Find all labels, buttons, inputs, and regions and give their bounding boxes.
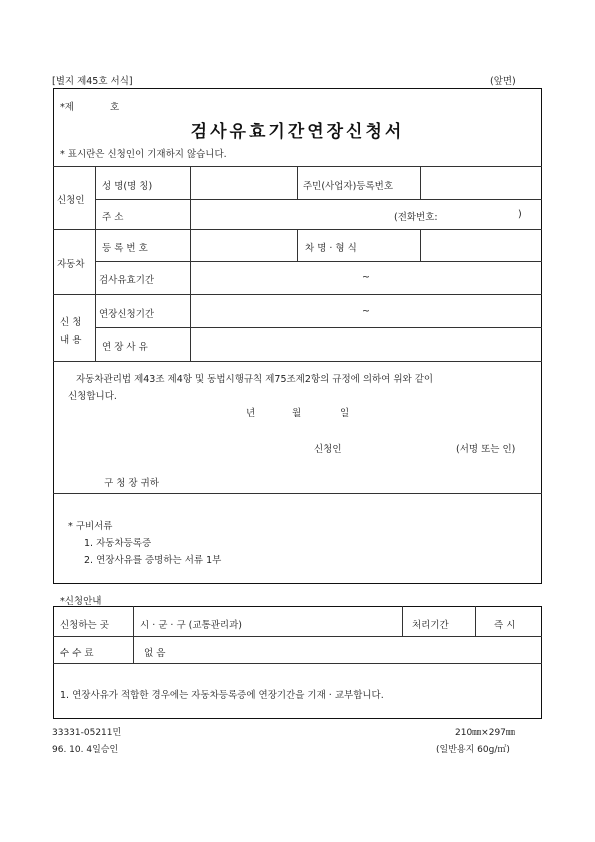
divider bbox=[297, 166, 298, 199]
page-side: (앞면) bbox=[490, 76, 516, 87]
date-day-label: 일 bbox=[340, 408, 350, 419]
form-code: 33331-05211민 bbox=[52, 728, 122, 738]
extension-period-separator: ~ bbox=[362, 306, 370, 317]
divider bbox=[95, 199, 542, 200]
vehicle-model-field[interactable] bbox=[422, 231, 540, 260]
processing-period-label: 처리기간 bbox=[412, 620, 449, 631]
extension-period-label: 연장신청기간 bbox=[99, 309, 155, 320]
divider bbox=[53, 663, 542, 664]
document-item: 2. 연장사유를 증명하는 서류 1부 bbox=[84, 555, 222, 566]
address-field[interactable] bbox=[192, 201, 540, 228]
recipient: 구 청 장 귀하 bbox=[104, 478, 159, 489]
divider bbox=[475, 606, 476, 636]
signature-note: (서명 또는 인) bbox=[456, 444, 516, 455]
name-label: 성 명(명 칭) bbox=[102, 181, 153, 192]
submission-place-label: 신청하는 곳 bbox=[60, 620, 109, 631]
name-field[interactable] bbox=[192, 168, 296, 198]
receipt-number-mark: *제 bbox=[60, 102, 74, 113]
date-year-label: 년 bbox=[246, 408, 256, 419]
fee-value: 없 음 bbox=[144, 648, 166, 659]
request-section-label-1: 신 청 bbox=[60, 317, 82, 328]
vehicle-model-label: 차 명 · 형 식 bbox=[305, 243, 357, 254]
registration-number-label: 주민(사업자)등록번호 bbox=[303, 181, 394, 192]
statement-line-2: 신청합니다. bbox=[68, 391, 117, 402]
documents-heading: * 구비서류 bbox=[68, 521, 113, 532]
divider bbox=[95, 327, 542, 328]
divider bbox=[420, 229, 421, 261]
receipt-number-suffix: 호 bbox=[110, 102, 120, 113]
divider bbox=[53, 294, 542, 295]
vehicle-section-label: 자동차 bbox=[57, 259, 85, 270]
paper-size: 210㎜×297㎜ bbox=[455, 728, 515, 738]
receipt-number-label bbox=[60, 99, 119, 113]
validity-period-label: 검사유효기간 bbox=[99, 275, 155, 286]
form-number: [별지 제45호 서식] bbox=[52, 76, 133, 87]
address-label-text: 주 소 bbox=[102, 212, 124, 223]
extension-reason-label: 연 장 사 유 bbox=[102, 342, 148, 353]
divider bbox=[190, 166, 191, 361]
vehicle-registration-field[interactable] bbox=[192, 231, 296, 260]
phone-label: (전화번호: bbox=[394, 212, 438, 223]
divider bbox=[420, 166, 421, 199]
phone-label-close: ) bbox=[518, 209, 522, 220]
applicant-signature-label: 신청인 bbox=[314, 444, 342, 455]
divider bbox=[53, 361, 542, 362]
processing-period-value: 즉 시 bbox=[494, 620, 516, 631]
applicant-section-label: 신청인 bbox=[57, 195, 85, 206]
guide-note: 1. 연장사유가 적합한 경우에는 자동차등록증에 연장기간을 기재 · 교부합니다. bbox=[60, 690, 384, 701]
address-label bbox=[102, 209, 184, 223]
date-month-label: 월 bbox=[292, 408, 302, 419]
divider bbox=[95, 261, 542, 262]
request-section-label-2: 내 용 bbox=[60, 335, 82, 346]
paper-type: (일반용지 60g/㎡) bbox=[436, 745, 510, 755]
validity-period-separator: ~ bbox=[362, 272, 370, 283]
vehicle-registration-label: 등 록 번 호 bbox=[102, 243, 148, 254]
guide-heading: *신청안내 bbox=[60, 596, 102, 607]
registration-number-field[interactable] bbox=[422, 168, 540, 198]
divider bbox=[53, 636, 542, 637]
divider bbox=[53, 493, 542, 494]
divider bbox=[297, 229, 298, 261]
extension-reason-field[interactable] bbox=[192, 329, 540, 360]
approval-date: 96. 10. 4일승인 bbox=[52, 745, 119, 755]
page-title: 검사유효기간연장신청서 bbox=[190, 122, 405, 142]
notice-text: * 표시란은 신청인이 기재하지 않습니다. bbox=[60, 149, 227, 160]
fee-label: 수 수 료 bbox=[60, 648, 94, 659]
divider bbox=[402, 606, 403, 636]
statement-line-1: 자동차관리법 제43조 제4항 및 동법시행규칙 제75조제2항의 규정에 의하여 위와 같이 bbox=[76, 374, 434, 385]
divider bbox=[95, 166, 96, 361]
divider bbox=[133, 606, 134, 663]
submission-place-value: 시 · 군 · 구 (교통관리과) bbox=[140, 620, 242, 631]
document-item: 1. 자동차등록증 bbox=[84, 538, 152, 549]
